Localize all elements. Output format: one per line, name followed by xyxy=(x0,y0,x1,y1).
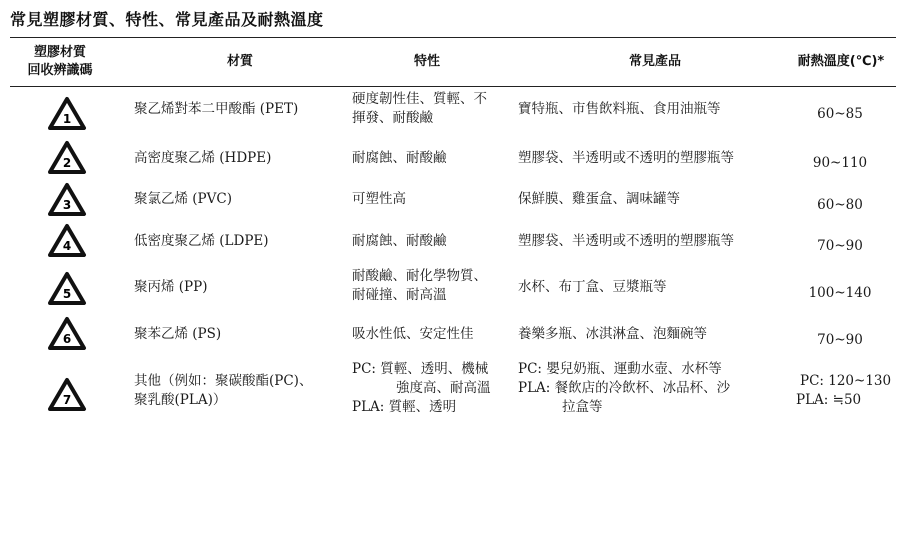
row-5-property xyxy=(352,267,487,305)
table-top-rule xyxy=(10,37,896,38)
row-7-material-line2: 聚乳酸(PLA)） xyxy=(134,392,227,408)
row-3-property: 可塑性高 xyxy=(352,191,406,207)
row-5-products: 水杯、布丁盒、豆漿瓶等 xyxy=(518,279,667,295)
row-1-property xyxy=(352,90,487,128)
row-3-products: 保鮮膜、雞蛋盒、調味罐等 xyxy=(518,191,680,207)
row-2-property: 耐腐蝕、耐酸鹼 xyxy=(352,150,447,166)
recycle-code-2-label: 2 xyxy=(62,156,72,170)
row-6-temperature: 70~90 xyxy=(817,332,863,348)
row-7-products-line1: PC: 嬰兒奶瓶、運動水壺、水杯等 xyxy=(518,361,722,377)
row-1-products: 寶特瓶、市售飲料瓶、食用油瓶等 xyxy=(518,101,721,117)
header-recycle-code xyxy=(14,44,106,80)
row-7-property xyxy=(352,360,491,417)
row-7-products xyxy=(518,360,730,417)
row-7-temperature-line1: PC: 120~130 xyxy=(800,373,892,389)
row-7-property-line2: 強度高、耐高溫 xyxy=(396,380,491,396)
row-6-property: 吸水性低、安定性佳 xyxy=(352,326,474,342)
row-4-products: 塑膠袋、半透明或不透明的塑膠瓶等 xyxy=(518,233,734,249)
header-products: 常見產品 xyxy=(628,54,681,69)
header-temperature: 耐熱溫度(℃)* xyxy=(797,54,885,69)
row-7-property-line3: PLA: 質輕、透明 xyxy=(352,399,457,415)
row-1-temperature: 60~85 xyxy=(817,106,863,122)
recycle-code-3-label: 3 xyxy=(62,198,72,212)
recycle-code-3-icon xyxy=(46,181,88,219)
recycle-code-7-label: 7 xyxy=(62,393,72,407)
row-4-material: 低密度聚乙烯 (LDPE) xyxy=(134,233,269,249)
row-5-property-line1: 耐酸鹼、耐化學物質、 xyxy=(352,268,487,284)
row-5-temperature: 100~140 xyxy=(808,285,872,301)
page-title: 常見塑膠材質、特性、常見產品及耐熱溫度 xyxy=(10,10,324,29)
recycle-code-6-icon xyxy=(46,315,88,353)
row-3-temperature: 60~80 xyxy=(817,197,863,213)
row-1-property-line2: 揮發、耐酸鹼 xyxy=(352,110,433,126)
header-property: 特性 xyxy=(413,54,440,69)
recycle-code-5-icon xyxy=(46,270,88,308)
row-7-temperature-line2: PLA: ≒50 xyxy=(796,392,862,408)
recycle-code-7-icon xyxy=(46,376,88,414)
recycle-code-1-label: 1 xyxy=(62,112,72,126)
row-2-material: 高密度聚乙烯 (HDPE) xyxy=(134,150,272,166)
row-6-products: 養樂多瓶、冰淇淋盒、泡麵碗等 xyxy=(518,326,707,342)
row-6-material: 聚苯乙烯 (PS) xyxy=(134,326,222,342)
row-2-products: 塑膠袋、半透明或不透明的塑膠瓶等 xyxy=(518,150,734,166)
row-2-temperature: 90~110 xyxy=(812,155,868,171)
header-recycle-code-line1: 塑膠材質 xyxy=(33,45,86,60)
row-5-property-line2: 耐碰撞、耐高溫 xyxy=(352,287,447,303)
row-1-property-line1: 硬度韌性佳、質輕、不 xyxy=(352,91,487,107)
row-3-material: 聚氯乙烯 (PVC) xyxy=(134,191,232,207)
row-7-material-line1: 其他（例如：聚碳酸酯(PC)、 xyxy=(134,373,313,389)
row-4-temperature: 70~90 xyxy=(817,238,863,254)
row-7-products-line2: PLA: 餐飲店的冷飲杯、冰品杯、沙 xyxy=(518,380,731,396)
recycle-code-6-label: 6 xyxy=(62,332,72,346)
table-header-rule xyxy=(10,86,896,87)
row-7-property-line1: PC: 質輕、透明、機械 xyxy=(352,361,489,377)
recycle-code-4-icon xyxy=(46,222,88,260)
row-7-temperature xyxy=(796,372,891,410)
row-1-material: 聚乙烯對苯二甲酸酯 (PET) xyxy=(134,101,299,117)
row-5-material: 聚丙烯 (PP) xyxy=(134,279,208,295)
row-7-material xyxy=(134,372,312,410)
header-recycle-code-line2: 回收辨識碼 xyxy=(27,63,93,78)
row-7-products-line3: 拉盒等 xyxy=(562,399,603,415)
recycle-code-4-label: 4 xyxy=(62,239,72,253)
header-material: 材質 xyxy=(226,54,253,69)
row-4-property: 耐腐蝕、耐酸鹼 xyxy=(352,233,447,249)
recycle-code-2-icon xyxy=(46,139,88,177)
recycle-code-1-icon xyxy=(46,95,88,133)
recycle-code-5-label: 5 xyxy=(62,287,72,301)
